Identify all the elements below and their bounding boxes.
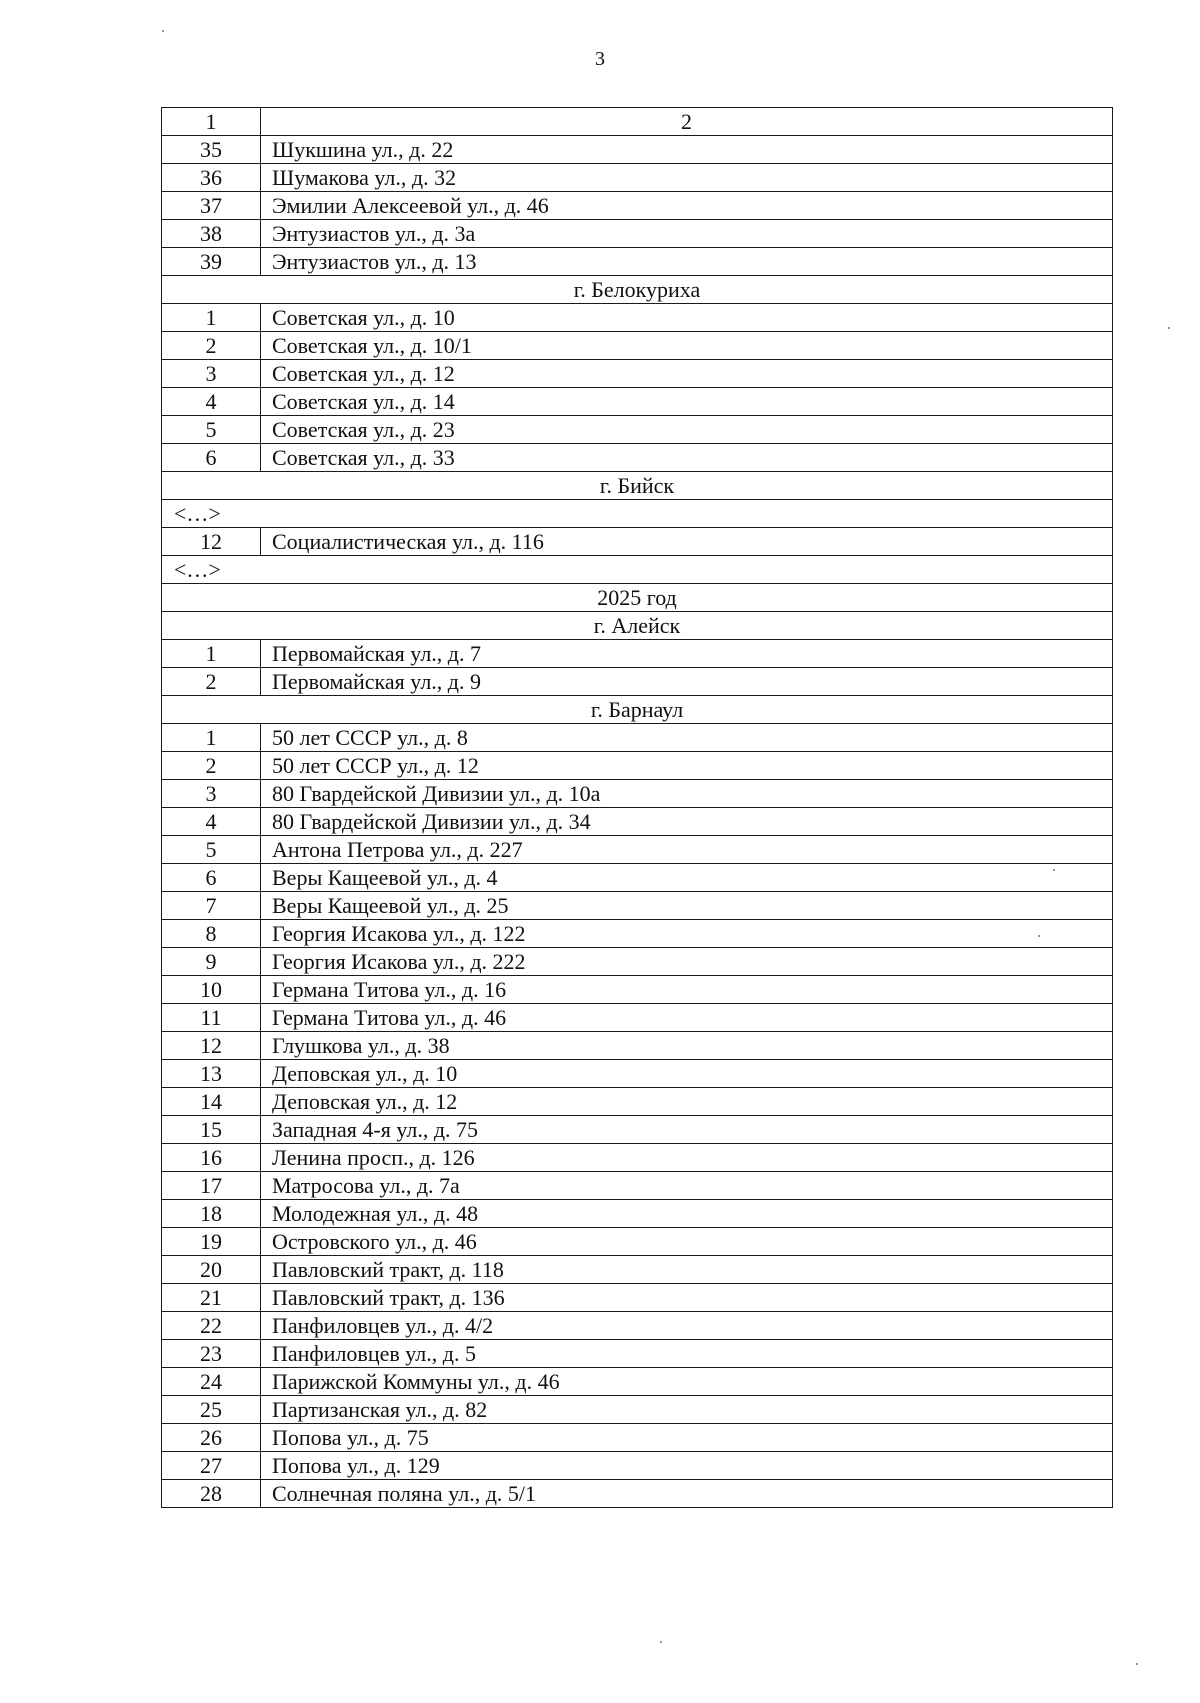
table-row	[162, 304, 1113, 332]
row-number: 35	[162, 136, 261, 164]
table-row	[162, 1424, 1113, 1452]
row-number: 8	[162, 920, 261, 948]
row-address: Советская ул., д. 10	[261, 304, 1113, 332]
scan-speck	[1038, 935, 1040, 937]
section-row	[162, 276, 1113, 304]
row-address: Социалистическая ул., д. 116	[261, 528, 1113, 556]
section-heading: г. Барнаул	[162, 696, 1113, 724]
table-row	[162, 192, 1113, 220]
row-address: Советская ул., д. 14	[261, 388, 1113, 416]
row-address: Энтузиастов ул., д. 3а	[261, 220, 1113, 248]
row-address: Матросова ул., д. 7а	[261, 1172, 1113, 1200]
row-number: 20	[162, 1256, 261, 1284]
scan-speck	[1168, 327, 1170, 329]
row-address: Георгия Исакова ул., д. 222	[261, 948, 1113, 976]
row-address: Германа Титова ул., д. 46	[261, 1004, 1113, 1032]
table-row	[162, 1480, 1113, 1508]
row-number: 7	[162, 892, 261, 920]
table-row	[162, 780, 1113, 808]
section-row	[162, 472, 1113, 500]
row-number: 2	[162, 668, 261, 696]
address-table-body	[162, 108, 1113, 1508]
row-address: Панфиловцев ул., д. 4/2	[261, 1312, 1113, 1340]
row-address: Островского ул., д. 46	[261, 1228, 1113, 1256]
page-number: 3	[595, 48, 605, 70]
table-row	[162, 864, 1113, 892]
table-row	[162, 640, 1113, 668]
row-address: Советская ул., д. 33	[261, 444, 1113, 472]
row-number: 4	[162, 388, 261, 416]
row-number: 6	[162, 864, 261, 892]
table-row	[162, 1368, 1113, 1396]
row-number: 15	[162, 1116, 261, 1144]
row-address: Советская ул., д. 12	[261, 360, 1113, 388]
table-row	[162, 164, 1113, 192]
row-number: 11	[162, 1004, 261, 1032]
row-number: 5	[162, 836, 261, 864]
row-address: Шумакова ул., д. 32	[261, 164, 1113, 192]
table-row	[162, 1452, 1113, 1480]
table-row	[162, 1060, 1113, 1088]
table-row	[162, 136, 1113, 164]
table-row	[162, 836, 1113, 864]
row-address: Деповская ул., д. 12	[261, 1088, 1113, 1116]
section-heading: г. Бийск	[162, 472, 1113, 500]
table-row	[162, 220, 1113, 248]
row-address: Попова ул., д. 129	[261, 1452, 1113, 1480]
row-number: 2	[162, 332, 261, 360]
row-number: 6	[162, 444, 261, 472]
section-row	[162, 612, 1113, 640]
header-cell-address: 2	[261, 108, 1113, 136]
row-address: Энтузиастов ул., д. 13	[261, 248, 1113, 276]
row-number: 23	[162, 1340, 261, 1368]
table-row	[162, 1144, 1113, 1172]
row-address: Парижской Коммуны ул., д. 46	[261, 1368, 1113, 1396]
row-address: Партизанская ул., д. 82	[261, 1396, 1113, 1424]
row-address: 50 лет СССР ул., д. 12	[261, 752, 1113, 780]
ellipsis-row	[162, 556, 1113, 584]
scan-speck	[1053, 869, 1055, 871]
table-row	[162, 1228, 1113, 1256]
row-number: 26	[162, 1424, 261, 1452]
row-address: 50 лет СССР ул., д. 8	[261, 724, 1113, 752]
table-row	[162, 724, 1113, 752]
table-row	[162, 1284, 1113, 1312]
table-row	[162, 976, 1113, 1004]
row-address: Антона Петрова ул., д. 227	[261, 836, 1113, 864]
row-address: Павловский тракт, д. 136	[261, 1284, 1113, 1312]
table-row	[162, 920, 1113, 948]
ellipsis-row	[162, 500, 1113, 528]
table-row	[162, 1340, 1113, 1368]
table-row	[162, 948, 1113, 976]
table-row	[162, 1312, 1113, 1340]
row-number: 16	[162, 1144, 261, 1172]
table-row	[162, 1088, 1113, 1116]
row-address: Георгия Исакова ул., д. 122	[261, 920, 1113, 948]
table-row	[162, 1256, 1113, 1284]
row-address: Ленина просп., д. 126	[261, 1144, 1113, 1172]
row-number: 37	[162, 192, 261, 220]
row-number: 24	[162, 1368, 261, 1396]
row-number: 4	[162, 808, 261, 836]
table-row	[162, 388, 1113, 416]
row-number: 1	[162, 304, 261, 332]
row-address: Первомайская ул., д. 7	[261, 640, 1113, 668]
row-number: 14	[162, 1088, 261, 1116]
row-number: 13	[162, 1060, 261, 1088]
row-number: 1	[162, 640, 261, 668]
row-number: 3	[162, 780, 261, 808]
table-row	[162, 444, 1113, 472]
section-heading: г. Алейск	[162, 612, 1113, 640]
row-number: 12	[162, 528, 261, 556]
row-number: 3	[162, 360, 261, 388]
row-number: 5	[162, 416, 261, 444]
row-number: 2	[162, 752, 261, 780]
row-address: Первомайская ул., д. 9	[261, 668, 1113, 696]
row-address: Советская ул., д. 10/1	[261, 332, 1113, 360]
row-number: 17	[162, 1172, 261, 1200]
row-address: Павловский тракт, д. 118	[261, 1256, 1113, 1284]
row-number: 18	[162, 1200, 261, 1228]
table-row	[162, 360, 1113, 388]
row-address: Эмилии Алексеевой ул., д. 46	[261, 192, 1113, 220]
row-address: Молодежная ул., д. 48	[261, 1200, 1113, 1228]
table-row	[162, 752, 1113, 780]
ellipsis-marker: <…>	[162, 556, 1113, 584]
row-address: Деповская ул., д. 10	[261, 1060, 1113, 1088]
table-row	[162, 1172, 1113, 1200]
scan-speck	[1136, 1663, 1138, 1665]
ellipsis-marker: <…>	[162, 500, 1113, 528]
row-number: 21	[162, 1284, 261, 1312]
table-row	[162, 892, 1113, 920]
table-row	[162, 332, 1113, 360]
address-table	[161, 107, 1113, 1508]
scan-speck	[660, 1641, 662, 1643]
table-row	[162, 528, 1113, 556]
row-address: Советская ул., д. 23	[261, 416, 1113, 444]
row-address: Панфиловцев ул., д. 5	[261, 1340, 1113, 1368]
row-number: 25	[162, 1396, 261, 1424]
row-address: Западная 4-я ул., д. 75	[261, 1116, 1113, 1144]
section-row	[162, 584, 1113, 612]
row-address: Солнечная поляна ул., д. 5/1	[261, 1480, 1113, 1508]
table-row	[162, 668, 1113, 696]
table-row	[162, 248, 1113, 276]
row-number: 28	[162, 1480, 261, 1508]
table-row	[162, 1004, 1113, 1032]
row-address: Глушкова ул., д. 38	[261, 1032, 1113, 1060]
row-address: Веры Кащеевой ул., д. 4	[261, 864, 1113, 892]
section-heading: 2025 год	[162, 584, 1113, 612]
row-number: 39	[162, 248, 261, 276]
row-number: 27	[162, 1452, 261, 1480]
table-row	[162, 1200, 1113, 1228]
row-address: Шукшина ул., д. 22	[261, 136, 1113, 164]
row-address: 80 Гвардейской Дивизии ул., д. 34	[261, 808, 1113, 836]
table-row	[162, 808, 1113, 836]
row-number: 1	[162, 724, 261, 752]
table-row	[162, 1032, 1113, 1060]
header-cell-number: 1	[162, 108, 261, 136]
scan-speck	[162, 30, 164, 32]
row-number: 22	[162, 1312, 261, 1340]
table-row	[162, 1116, 1113, 1144]
row-number: 19	[162, 1228, 261, 1256]
row-number: 38	[162, 220, 261, 248]
row-number: 9	[162, 948, 261, 976]
row-address: 80 Гвардейской Дивизии ул., д. 10а	[261, 780, 1113, 808]
row-address: Веры Кащеевой ул., д. 25	[261, 892, 1113, 920]
table-row	[162, 1396, 1113, 1424]
table-row	[162, 416, 1113, 444]
row-address: Попова ул., д. 75	[261, 1424, 1113, 1452]
section-heading: г. Белокуриха	[162, 276, 1113, 304]
table-header-row	[162, 108, 1113, 136]
section-row	[162, 696, 1113, 724]
row-number: 10	[162, 976, 261, 1004]
row-number: 12	[162, 1032, 261, 1060]
row-address: Германа Титова ул., д. 16	[261, 976, 1113, 1004]
row-number: 36	[162, 164, 261, 192]
